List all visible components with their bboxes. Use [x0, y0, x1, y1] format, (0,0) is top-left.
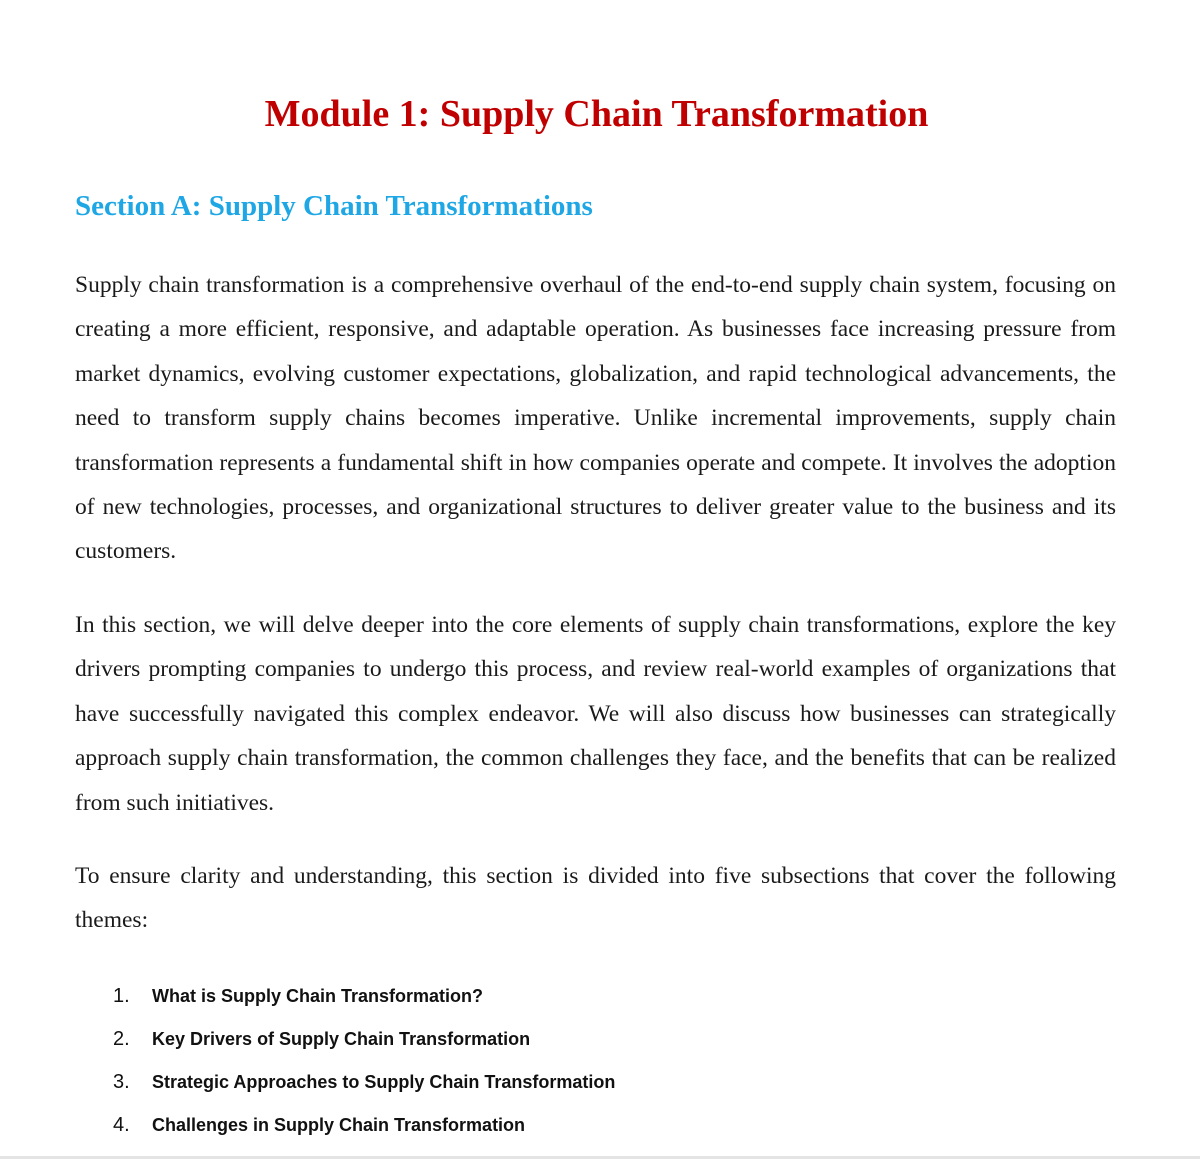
list-item-label: Challenges in Supply Chain Transformation: [152, 1115, 526, 1135]
list-item-label: What is Supply Chain Transformation?: [152, 986, 484, 1006]
paragraph-section-overview: In this section, we will delve deeper into the core elements of supply chain transformations, explore the key drivers prompting companies to undergo this process, and review real-world examples of organizations that have successfully navigated this complex endeavor. We will also discuss how businesses can strategically approach supply chain transformation, the common challenges they face, and the benefits that can be realized from such initiatives.: [75, 612, 1116, 816]
list-item-number: 1.: [113, 985, 130, 1007]
list-item-label: Key Drivers of Supply Chain Transformation: [152, 1029, 531, 1049]
list-item: [113, 1062, 615, 1105]
list-item: [113, 976, 615, 1019]
paragraph-themes-intro: To ensure clarity and understanding, this section is divided into five subsections that cover the following themes:: [75, 863, 1116, 934]
list-item: [113, 1105, 615, 1148]
paragraph-intro: Supply chain transformation is a comprehensive overhaul of the end-to-end supply chain system, focusing on creating a more efficient, responsive, and adaptable operation. As businesses face increasing pressure from market dynamics, evolving customer expectations, globalization, and rapid technological advancements, the need to transform supply chains becomes imperative. Unlike incremental improvements, supply chain transformation represents a fundamental shift in how companies operate and compete. It involves the adoption of new technologies, processes, and organizational structures to deliver greater value to the business and its customers.: [75, 272, 1116, 565]
list-item-number: 2.: [113, 1028, 130, 1050]
section-title: Section A: Supply Chain Transformations: [75, 190, 593, 222]
list-item-number: 3.: [113, 1071, 130, 1093]
themes-list: [113, 976, 615, 1148]
module-title: Module 1: Supply Chain Transformation: [264, 93, 929, 135]
list-item-label: Strategic Approaches to Supply Chain Transformation: [152, 1072, 616, 1092]
list-item: [113, 1019, 615, 1062]
list-item-number: 4.: [113, 1114, 130, 1136]
